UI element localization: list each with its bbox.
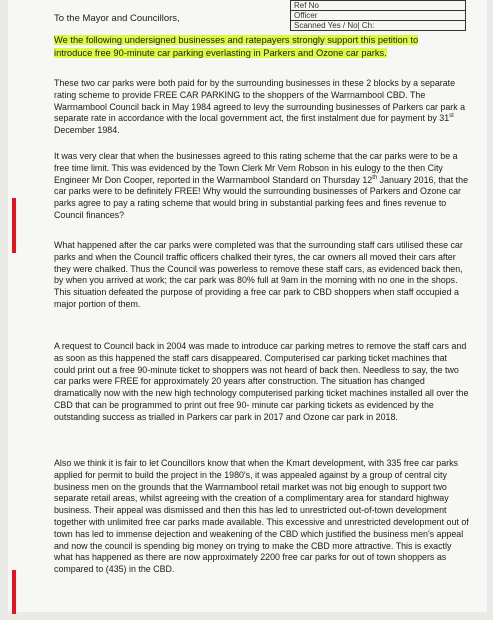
paragraph-evidence [54, 151, 470, 222]
red-margin-mark [12, 198, 16, 253]
paragraph-text-end: January 2016, that the car parks were to be definitely FREE! Why would the surrounding businesses of Parkers and Ozone car parks agree to pay a rating scheme that would bring in substantial parking fees and fines revenue to Council finances? [54, 174, 469, 220]
highlighted-text: We the following undersigned businesses and ratepayers strongly support this petition to introduce free 90-minute car parking everlasting in Parkers and Ozone car parks. [54, 35, 419, 58]
paragraph-text: It was very clear that when the businesses agreed to this rating scheme that the car parks were to be a free time limit. This was evidenced by the Town Clerk Mr Vern Robson in his eulogy to the then City Engineer Mr Don Cooper, reported in the Warrnambool Standard on Thursday 12 [54, 151, 458, 185]
stamp-officer-row: Officer [291, 10, 465, 20]
ordinal-suffix: th [372, 174, 378, 181]
addressee-line: To the Mayor and Councillors, [54, 13, 180, 24]
ordinal-suffix: st [449, 113, 454, 120]
paragraph-text: These two car parks were both paid for by the surrounding businesses in these 2 blocks by a separate rating scheme to provide FREE CAR PARKING to the shoppers of the Warrnambool CBD. The Warrnambool Council back in May 1984 agreed to levy the surrounding businesses of Parkers car park a separate rate in accordance with the local government act, the first instalment due for payment by 31 [54, 78, 466, 124]
paragraph-parking-metres: A request to Council back in 2004 was made to introduce car parking metres to remove the staff cars and as soon as this happened the staff cars disappeared. Computerised car parking ticket machines that could print out a free 90-minute ticket to shoppers was not heard of back then. Needless to say, the two car parks were FREE for approximately 20 years after construction. The situation has changed dramatically now with the new high technology computerised parking ticket machines installed all over the CBD that can be programmed to print out free 90- minute car parking tickets as evidenced by the outstanding success as trialled in Parkers car park in 2017 and Ozone car park in 2018. [54, 341, 469, 422]
paragraph-text-end: December 1984. [54, 125, 120, 136]
stamp-scanned-row: Scanned Yes / No| Ch: [291, 20, 465, 30]
paragraph-kmart: Also we think it is fair to let Councillors know that when the Kmart development, with 335 free car parks applied for permit to build the project in the 1980's, it was appealed against by a group of central city business men on the grounds that the Warrnambool retail market was not big enough to support two separate retail areas, whilst agreeing with the creation of a complimentary area for standard highway business. Their appeal was dismissed and then this has led to unrestricted out-of-town development together with unlimited free car parks made available. This excessive and unrestricted development out of town has led to immense dejection and weakening of the CBD which justified the business men's appeal and now the council is spending big money on trying to make the CBD more attractive. This is exactly what has happened as there are now approximately 2200 free car parks for out of town shoppers as compared to (435) in the CBD. [54, 458, 469, 575]
petition-statement [54, 34, 454, 59]
paragraph-history [54, 78, 470, 137]
document-page [8, 0, 487, 612]
office-stamp-box [290, 0, 466, 31]
red-margin-mark [12, 570, 16, 614]
paragraph-staff-cars: What happened after the car parks were completed was that the surrounding staff cars utilised these car parks and when the Council traffic officers chalked their tyres, the car owners all moved their cars after they were chalked. Thus the Council was powerless to remove these staff cars, as evidenced back then, by when you arrived at work; the car park was 80% full at 9am in the morning with no one in the shops. This situation defeated the purpose of providing a free car park to CBD shoppers when staff occupied a major portion of them. [54, 240, 463, 309]
stamp-ref-row: Ref No [294, 1, 319, 10]
